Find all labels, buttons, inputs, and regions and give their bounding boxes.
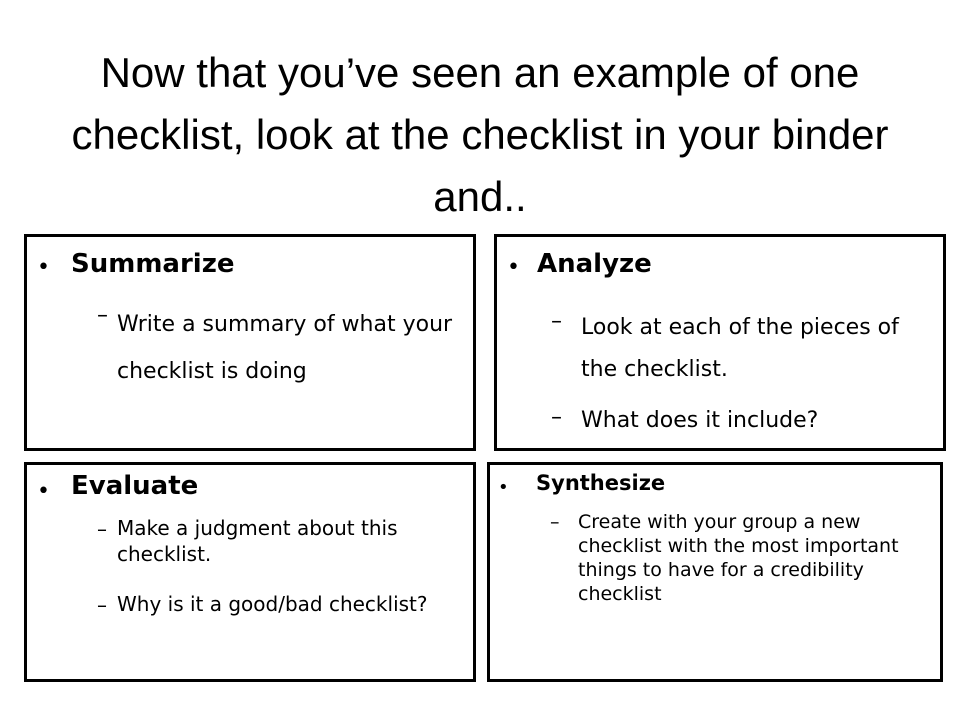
analyze-box (494, 234, 946, 451)
evaluate-item: Make a judgment about this checklist. (117, 516, 398, 566)
summarize-item: Write a summary of what your checklist is doing (117, 312, 453, 384)
bullet: • (37, 479, 50, 504)
dash: – (97, 303, 108, 328)
dash: – (97, 593, 107, 617)
slide-title: Now that you’ve seen an example of one checklist, look at the checklist in your binder and.. (71, 49, 889, 220)
dash: – (550, 511, 560, 533)
analyze-item: Look at each of the pieces of the checklist. (581, 315, 899, 382)
bullet: • (498, 477, 509, 498)
synthesize-heading: Synthesize (536, 471, 666, 495)
evaluate-item: Why is it a good/bad checklist? (117, 592, 428, 616)
summarize-heading: Summarize (71, 249, 235, 279)
evaluate-heading: Evaluate (71, 471, 199, 501)
analyze-heading: Analyze (537, 249, 652, 279)
analyze-item: What does it include? (581, 408, 819, 433)
synthesize-box (487, 462, 943, 682)
evaluate-box (24, 462, 476, 682)
synthesize-item: Create with your group a new checklist with the most important things to have for a credibility checklist (578, 511, 899, 605)
dash: – (551, 309, 562, 334)
summarize-box (24, 234, 476, 451)
dash: – (97, 517, 107, 541)
dash: – (551, 405, 562, 430)
bullet: • (37, 255, 50, 280)
bullet: • (507, 255, 520, 280)
